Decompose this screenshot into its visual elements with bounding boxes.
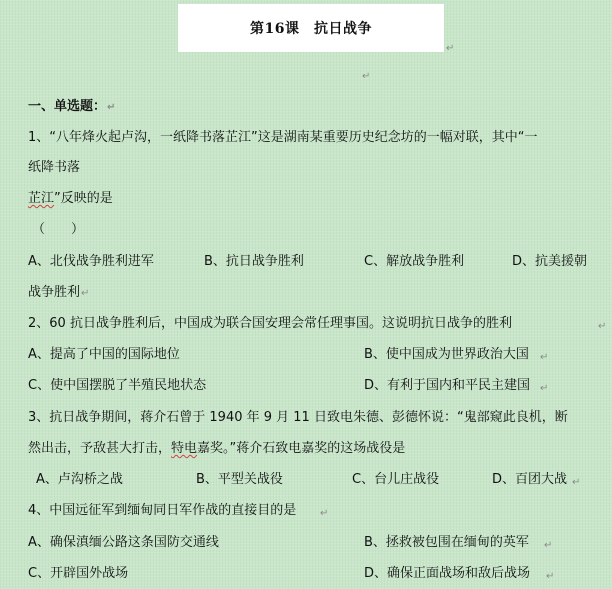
question-3-option-a: A、卢沟桥之战 <box>36 472 123 487</box>
question-1-stem-line-1: 1、“八年烽火起卢沟，一纸降书落芷江”这是湖南某重要历史纪念坊的一幅对联，其中“一 <box>28 130 538 145</box>
question-1-stem-line-3: 芷江”反映的是 <box>28 191 113 206</box>
section-heading: 一、单选题：↵ <box>28 99 116 114</box>
paragraph-mark: ↵ <box>572 477 581 488</box>
question-1-stem-line-2: 纸降书落 <box>28 160 81 175</box>
question-3-stem-line-2: 然出击，予敌甚大打击，特电嘉奖。”蒋介石致电嘉奖的这场战役是 <box>28 441 406 456</box>
question-3-option-c: C、台儿庄战役 <box>352 472 440 487</box>
question-1-blank: （ ） <box>32 222 85 237</box>
paragraph-mark: ↵ <box>107 102 116 113</box>
question-1-option-b: B、抗日战争胜利 <box>204 254 304 269</box>
question-2-option-b: B、使中国成为世界政治大国 <box>364 347 529 362</box>
paragraph-mark: ↵ <box>540 383 549 394</box>
question-1-option-wrap: 战争胜利↵ <box>28 285 90 300</box>
question-2-stem: 2、60 抗日战争胜利后，中国成为联合国安理会常任理事国。这说明抗日战争的胜利 <box>28 316 512 331</box>
question-2-option-c: C、使中国摆脱了半殖民地状态 <box>28 378 207 393</box>
paragraph-mark: ↵ <box>540 352 549 363</box>
paragraph-mark: ↵ <box>81 288 90 299</box>
question-3-option-b: B、平型关战役 <box>196 472 283 487</box>
question-4-option-b: B、拯救被包围在缅甸的英军 <box>364 535 529 550</box>
paragraph-mark: ↵ <box>446 43 455 54</box>
question-2-option-a: A、提高了中国的国际地位 <box>28 347 180 362</box>
question-1-option-c: C、解放战争胜利 <box>364 254 465 269</box>
question-1-option-a: A、北伐战争胜利进军 <box>28 254 154 269</box>
paragraph-mark: ↵ <box>598 321 607 332</box>
question-2-option-d: D、有利于国内和平民主建国 <box>364 378 531 393</box>
paragraph-mark: ↵ <box>320 508 329 519</box>
spellcheck-word: 特电 <box>171 441 198 456</box>
lesson-title-text: 第16课 抗日战争 <box>250 21 372 37</box>
question-4-option-d: D、确保正面战场和敌后战场 <box>364 566 531 581</box>
spellcheck-word: 芷江 <box>28 191 55 206</box>
question-3-option-d: D、百团大战 <box>492 472 568 487</box>
question-1-option-d: D、抗美援朝 <box>512 254 588 269</box>
question-4-option-a: A、确保滇缅公路这条国防交通线 <box>28 535 219 550</box>
paragraph-mark: ↵ <box>546 571 555 582</box>
question-4-option-c: C、开辟国外战场 <box>28 566 129 581</box>
question-3-stem-line-1: 3、抗日战争期间，蒋介石曾于 1940 年 9 月 11 日致电朱德、彭德怀说：“鬼部窥此良机，断 <box>28 410 568 425</box>
paragraph-mark: ↵ <box>544 540 553 551</box>
lesson-title <box>178 4 444 52</box>
paragraph-mark: ↵ <box>362 71 371 82</box>
question-4-stem: 4、中国远征军到缅甸同日军作战的直接目的是 <box>28 503 297 518</box>
